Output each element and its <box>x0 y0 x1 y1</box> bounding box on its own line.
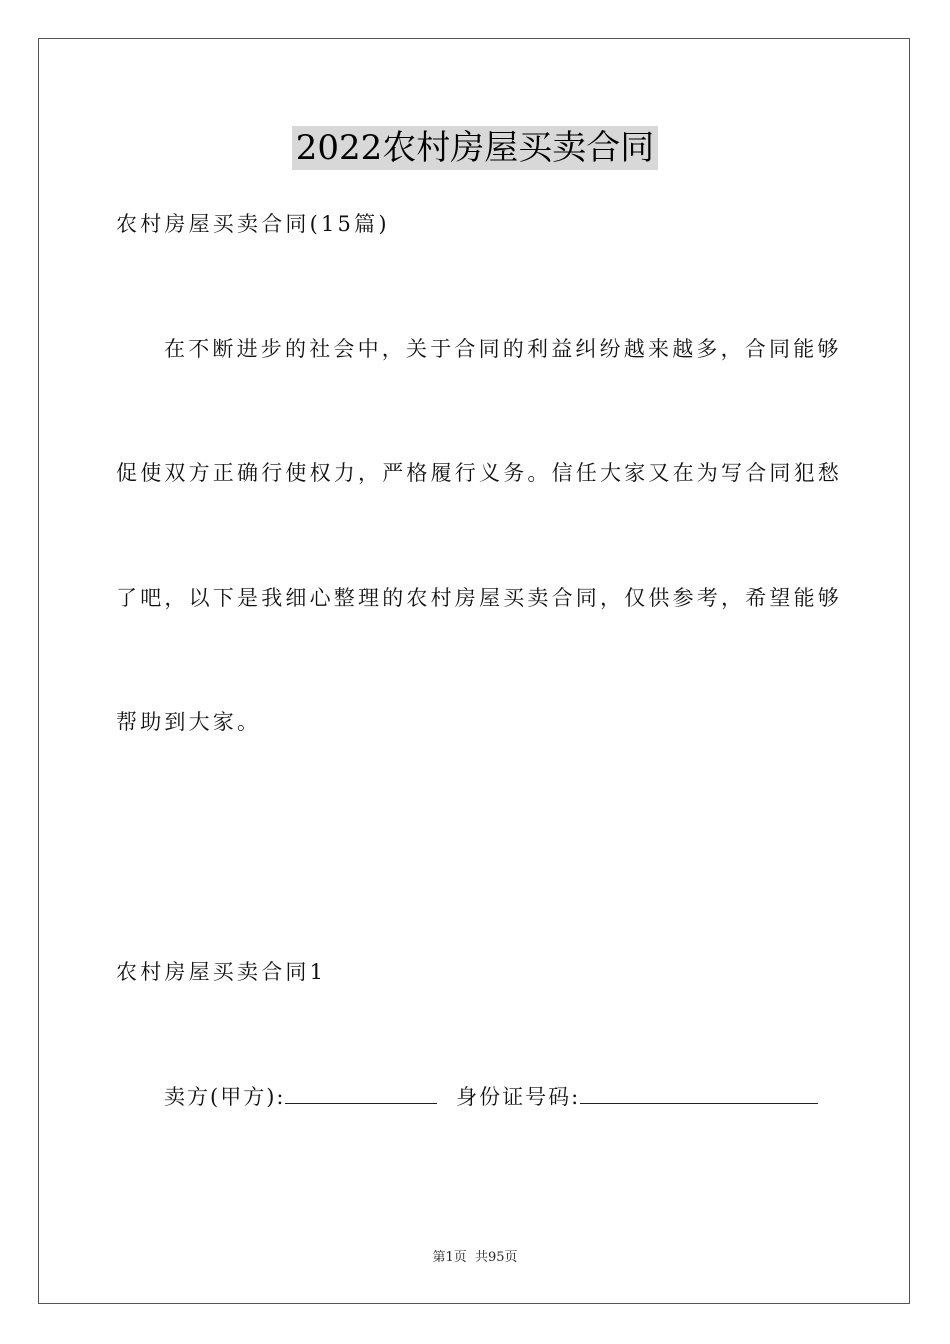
section-heading: 农村房屋买卖合同1 <box>116 960 327 984</box>
id-label: 身份证号码: <box>456 1085 581 1109</box>
seller-label: 卖方(甲方): <box>164 1085 286 1109</box>
document-subtitle: 农村房屋买卖合同(15篇) <box>116 212 390 236</box>
intro-line-4: 帮助到大家。 <box>116 710 262 734</box>
page-footer <box>0 1246 950 1265</box>
intro-line-2: 促使双方正确行使权力，严格履行义务。信任大家又在为写合同犯愁 <box>116 461 842 485</box>
id-blank <box>580 1081 818 1104</box>
intro-line-1: 在不断进步的社会中，关于合同的利益纠纷越来越多，合同能够 <box>164 337 842 361</box>
document-title: 2022农村房屋买卖合同 <box>292 126 659 170</box>
seller-blank <box>285 1081 437 1104</box>
page-total: 共95页 <box>474 1250 518 1265</box>
intro-line-3: 了吧，以下是我细心整理的农村房屋买卖合同，仅供参考，希望能够 <box>116 586 842 610</box>
seller-row <box>164 1081 836 1112</box>
title-container <box>0 126 950 170</box>
page-number: 第1页 <box>432 1250 467 1265</box>
